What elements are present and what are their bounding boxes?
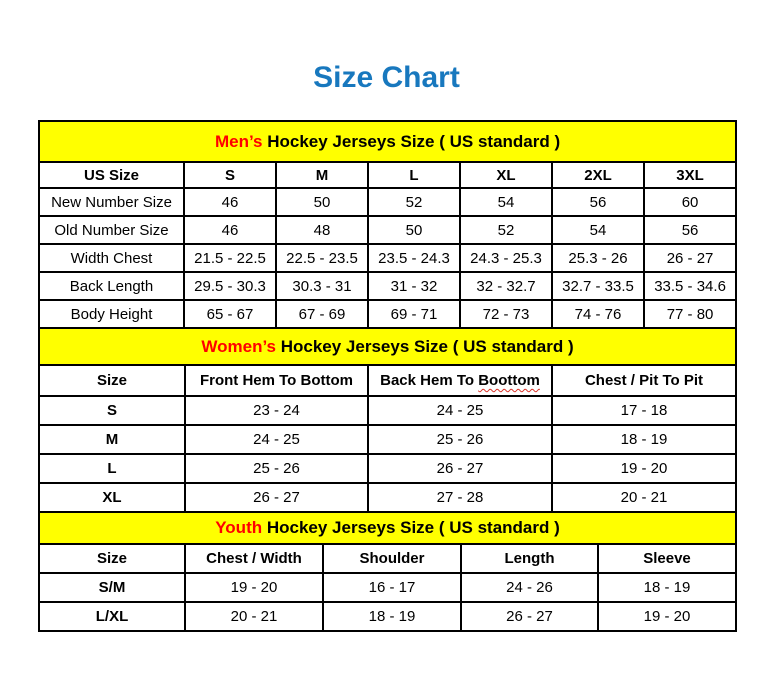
men-value-cell: 60 (644, 188, 736, 216)
men-value-cell: 50 (276, 188, 368, 216)
women-row (39, 454, 736, 483)
men-value-cell: 25.3 - 26 (552, 244, 644, 272)
men-value-cell: 46 (184, 216, 276, 244)
youth-value-cell: 19 - 20 (598, 602, 736, 631)
men-row (39, 244, 736, 272)
women-value-cell: 17 - 18 (552, 396, 736, 425)
men-column-header: 2XL (552, 162, 644, 188)
men-value-cell: 74 - 76 (552, 300, 644, 328)
women-value-cell: 27 - 28 (368, 483, 552, 512)
men-column-header: 3XL (644, 162, 736, 188)
men-value-cell: 31 - 32 (368, 272, 460, 300)
men-value-cell: 24.3 - 25.3 (460, 244, 552, 272)
men-value-cell: 48 (276, 216, 368, 244)
men-row-label: Body Height (39, 300, 184, 328)
men-value-cell: 26 - 27 (644, 244, 736, 272)
men-value-cell: 54 (552, 216, 644, 244)
women-row-label: XL (39, 483, 185, 512)
men-value-cell: 67 - 69 (276, 300, 368, 328)
men-column-header: S (184, 162, 276, 188)
men-value-cell: 65 - 67 (184, 300, 276, 328)
women-row (39, 483, 736, 512)
women-value-cell: 20 - 21 (552, 483, 736, 512)
men-value-cell: 56 (644, 216, 736, 244)
mens-section-header (39, 121, 736, 162)
youth-value-cell: 26 - 27 (461, 602, 598, 631)
youth-column-header: Size (39, 544, 185, 573)
women-row-label: M (39, 425, 185, 454)
womens-section-title (39, 328, 736, 365)
men-value-cell: 72 - 73 (460, 300, 552, 328)
youth-column-header: Chest / Width (185, 544, 323, 573)
women-value-cell: 26 - 27 (185, 483, 368, 512)
men-row (39, 188, 736, 216)
youth-column-header: Shoulder (323, 544, 461, 573)
men-value-cell: 22.5 - 23.5 (276, 244, 368, 272)
women-column-header (368, 365, 552, 396)
youth-value-cell: 20 - 21 (185, 602, 323, 631)
mens-title-rest: Hockey Jerseys Size ( US standard ) (262, 131, 561, 151)
youth-row (39, 602, 736, 631)
womens-title-highlight: Women’s (201, 336, 276, 356)
youth-value-cell: 18 - 19 (598, 573, 736, 602)
mens-size-table (38, 120, 737, 329)
men-value-cell: 32.7 - 33.5 (552, 272, 644, 300)
men-column-header: XL (460, 162, 552, 188)
men-row-label: Back Length (39, 272, 184, 300)
men-value-cell: 77 - 80 (644, 300, 736, 328)
women-column-header-text: Back Hem To (380, 372, 479, 389)
men-value-cell: 56 (552, 188, 644, 216)
youth-title-rest: Hockey Jerseys Size ( US standard ) (262, 518, 560, 537)
womens-title-rest: Hockey Jerseys Size ( US standard ) (276, 336, 574, 356)
men-row (39, 216, 736, 244)
women-value-cell: 23 - 24 (185, 396, 368, 425)
women-value-cell: 24 - 25 (185, 425, 368, 454)
men-value-cell: 50 (368, 216, 460, 244)
women-value-cell: 18 - 19 (552, 425, 736, 454)
youth-value-cell: 18 - 19 (323, 602, 461, 631)
men-value-cell: 30.3 - 31 (276, 272, 368, 300)
youth-row-label: L/XL (39, 602, 185, 631)
women-column-header: Front Hem To Bottom (185, 365, 368, 396)
youth-size-table (38, 511, 737, 632)
women-value-cell: 25 - 26 (368, 425, 552, 454)
men-row-label: Width Chest (39, 244, 184, 272)
men-row (39, 272, 736, 300)
men-value-cell: 32 - 32.7 (460, 272, 552, 300)
women-value-cell: 25 - 26 (185, 454, 368, 483)
youth-section-title (39, 512, 736, 544)
misspelled-word: Boottom (478, 372, 540, 389)
women-row-label: S (39, 396, 185, 425)
youth-value-cell: 19 - 20 (185, 573, 323, 602)
page-title: Size Chart (313, 61, 460, 94)
men-value-cell: 54 (460, 188, 552, 216)
women-column-header-row (39, 365, 736, 396)
women-row (39, 396, 736, 425)
womens-size-table (38, 327, 737, 513)
women-column-header: Chest / Pit To Pit (552, 365, 736, 396)
womens-section-header (39, 328, 736, 365)
women-value-cell: 19 - 20 (552, 454, 736, 483)
men-row-label: New Number Size (39, 188, 184, 216)
mens-title-highlight: Men’s (214, 131, 263, 151)
men-value-cell: 46 (184, 188, 276, 216)
men-value-cell: 52 (460, 216, 552, 244)
women-row (39, 425, 736, 454)
men-value-cell: 23.5 - 24.3 (368, 244, 460, 272)
youth-column-header-row (39, 544, 736, 573)
men-value-cell: 29.5 - 30.3 (184, 272, 276, 300)
youth-value-cell: 24 - 26 (461, 573, 598, 602)
women-value-cell: 24 - 25 (368, 396, 552, 425)
men-row-label: Old Number Size (39, 216, 184, 244)
women-row-label: L (39, 454, 185, 483)
youth-row (39, 573, 736, 602)
men-row (39, 300, 736, 328)
youth-row-label: S/M (39, 573, 185, 602)
youth-value-cell: 16 - 17 (323, 573, 461, 602)
youth-column-header: Sleeve (598, 544, 736, 573)
men-value-cell: 33.5 - 34.6 (644, 272, 736, 300)
youth-column-header: Length (461, 544, 598, 573)
men-column-header-row (39, 162, 736, 188)
men-value-cell: 52 (368, 188, 460, 216)
men-column-header: L (368, 162, 460, 188)
men-value-cell: 21.5 - 22.5 (184, 244, 276, 272)
men-column-header: US Size (39, 162, 184, 188)
youth-section-header (39, 512, 736, 544)
men-value-cell: 69 - 71 (368, 300, 460, 328)
men-column-header: M (276, 162, 368, 188)
women-value-cell: 26 - 27 (368, 454, 552, 483)
mens-section-title (39, 121, 736, 162)
youth-title-highlight: Youth (215, 518, 263, 537)
women-column-header: Size (39, 365, 185, 396)
